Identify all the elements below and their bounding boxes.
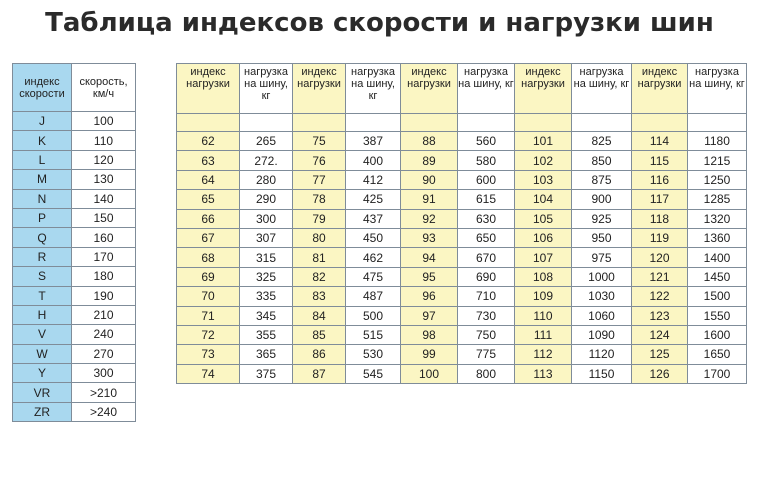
load-kg-cell: 560 xyxy=(458,132,515,151)
table-row xyxy=(13,402,136,421)
speed-index-cell: K xyxy=(13,131,72,150)
table-row xyxy=(13,247,136,266)
load-index-cell: 83 xyxy=(293,287,346,306)
load-index-cell: 76 xyxy=(293,151,346,170)
load-kg-cell: 580 xyxy=(458,151,515,170)
speed-index-header: индекс скорости xyxy=(13,64,72,112)
load-kg-cell: 1150 xyxy=(572,364,632,383)
speed-index-table xyxy=(12,63,136,422)
table-row xyxy=(13,325,136,344)
load-kg-cell: 1090 xyxy=(572,325,632,344)
speed-value-cell: 300 xyxy=(72,364,136,383)
load-index-cell: 74 xyxy=(177,364,240,383)
load-kg-cell: 730 xyxy=(458,306,515,325)
table-row xyxy=(13,170,136,189)
load-kg-cell: 530 xyxy=(346,345,401,364)
speed-value-cell: 160 xyxy=(72,228,136,247)
table-row xyxy=(177,228,747,247)
load-kg-header: нагрузка на шину, кг xyxy=(688,64,747,114)
table-row xyxy=(13,208,136,227)
load-index-cell: 119 xyxy=(632,228,688,247)
load-index-cell: 111 xyxy=(515,325,572,344)
load-index-cell: 67 xyxy=(177,228,240,247)
speed-value-cell: 270 xyxy=(72,344,136,363)
load-index-cell: 115 xyxy=(632,151,688,170)
load-index-cell: 66 xyxy=(177,209,240,228)
load-index-cell: 100 xyxy=(401,364,458,383)
table-row xyxy=(13,305,136,324)
speed-index-cell: T xyxy=(13,286,72,305)
load-kg-header: нагрузка на шину, кг xyxy=(458,64,515,114)
load-kg-cell: 325 xyxy=(240,267,293,286)
load-kg-cell: 265 xyxy=(240,132,293,151)
load-index-cell: 118 xyxy=(632,209,688,228)
load-kg-cell: 345 xyxy=(240,306,293,325)
table-row xyxy=(13,112,136,131)
load-index-cell: 94 xyxy=(401,248,458,267)
speed-value-cell: >210 xyxy=(72,383,136,402)
load-kg-cell: 355 xyxy=(240,325,293,344)
table-row xyxy=(13,131,136,150)
load-kg-cell: 850 xyxy=(572,151,632,170)
load-kg-cell: 1120 xyxy=(572,345,632,364)
load-index-cell: 103 xyxy=(515,170,572,189)
load-index-cell: 75 xyxy=(293,132,346,151)
load-index-header: индекс нагрузки xyxy=(632,64,688,114)
load-kg-cell: 335 xyxy=(240,287,293,306)
load-index-cell: 77 xyxy=(293,170,346,189)
load-kg-cell: 400 xyxy=(346,151,401,170)
table-row xyxy=(177,345,747,364)
load-kg-cell: 462 xyxy=(346,248,401,267)
load-kg-header: нагрузка на шину, кг xyxy=(346,64,401,114)
load-kg-header: нагрузка на шину, кг xyxy=(240,64,293,114)
load-index-header: индекс нагрузки xyxy=(293,64,346,114)
load-kg-cell: 437 xyxy=(346,209,401,228)
speed-value-cell: 170 xyxy=(72,247,136,266)
table-row xyxy=(13,150,136,169)
load-index-cell: 81 xyxy=(293,248,346,267)
load-kg-cell: 300 xyxy=(240,209,293,228)
blank-cell xyxy=(177,114,240,132)
load-index-cell: 125 xyxy=(632,345,688,364)
load-kg-cell: 1650 xyxy=(688,345,747,364)
table-row xyxy=(13,364,136,383)
table-row xyxy=(13,228,136,247)
load-kg-cell: 900 xyxy=(572,190,632,209)
table-row xyxy=(177,325,747,344)
speed-value-header: скорость, км/ч xyxy=(72,64,136,112)
load-kg-cell: 1400 xyxy=(688,248,747,267)
load-index-header: индекс нагрузки xyxy=(177,64,240,114)
load-index-cell: 98 xyxy=(401,325,458,344)
speed-index-cell: H xyxy=(13,305,72,324)
load-index-cell: 99 xyxy=(401,345,458,364)
load-index-cell: 64 xyxy=(177,170,240,189)
load-table-blank-row xyxy=(177,114,747,132)
load-index-cell: 104 xyxy=(515,190,572,209)
speed-value-cell: 180 xyxy=(72,267,136,286)
load-index-cell: 89 xyxy=(401,151,458,170)
load-index-cell: 80 xyxy=(293,228,346,247)
page-title: Таблица индексов скорости и нагрузки шин xyxy=(45,8,714,38)
blank-cell xyxy=(346,114,401,132)
speed-index-cell: ZR xyxy=(13,402,72,421)
load-kg-cell: 315 xyxy=(240,248,293,267)
blank-cell xyxy=(515,114,572,132)
load-index-header: индекс нагрузки xyxy=(401,64,458,114)
speed-value-cell: 240 xyxy=(72,325,136,344)
table-row xyxy=(177,287,747,306)
load-kg-cell: 775 xyxy=(458,345,515,364)
load-index-cell: 62 xyxy=(177,132,240,151)
table-row xyxy=(177,267,747,286)
load-kg-cell: 1320 xyxy=(688,209,747,228)
speed-index-cell: W xyxy=(13,344,72,363)
load-index-cell: 73 xyxy=(177,345,240,364)
blank-cell xyxy=(458,114,515,132)
speed-index-cell: J xyxy=(13,112,72,131)
table-row xyxy=(177,151,747,170)
speed-index-cell: M xyxy=(13,170,72,189)
table-row xyxy=(13,267,136,286)
blank-cell xyxy=(632,114,688,132)
load-index-cell: 108 xyxy=(515,267,572,286)
load-index-cell: 71 xyxy=(177,306,240,325)
load-index-cell: 123 xyxy=(632,306,688,325)
load-kg-cell: 1600 xyxy=(688,325,747,344)
load-index-cell: 101 xyxy=(515,132,572,151)
blank-cell xyxy=(572,114,632,132)
speed-value-cell: 140 xyxy=(72,189,136,208)
speed-index-cell: VR xyxy=(13,383,72,402)
load-kg-cell: 615 xyxy=(458,190,515,209)
load-kg-cell: 800 xyxy=(458,364,515,383)
load-table-header xyxy=(177,64,747,114)
load-kg-cell: 280 xyxy=(240,170,293,189)
load-index-cell: 120 xyxy=(632,248,688,267)
load-kg-header: нагрузка на шину, кг xyxy=(572,64,632,114)
load-index-cell: 87 xyxy=(293,364,346,383)
speed-value-cell: >240 xyxy=(72,402,136,421)
load-kg-cell: 600 xyxy=(458,170,515,189)
load-kg-cell: 950 xyxy=(572,228,632,247)
load-kg-cell: 670 xyxy=(458,248,515,267)
table-row xyxy=(13,344,136,363)
table-row xyxy=(13,189,136,208)
load-kg-cell: 475 xyxy=(346,267,401,286)
load-index-cell: 112 xyxy=(515,345,572,364)
speed-index-cell: N xyxy=(13,189,72,208)
table-row xyxy=(13,383,136,402)
load-index-header: индекс нагрузки xyxy=(515,64,572,114)
load-kg-cell: 690 xyxy=(458,267,515,286)
load-kg-cell: 825 xyxy=(572,132,632,151)
load-index-cell: 78 xyxy=(293,190,346,209)
speed-value-cell: 120 xyxy=(72,150,136,169)
load-kg-cell: 875 xyxy=(572,170,632,189)
load-index-cell: 96 xyxy=(401,287,458,306)
speed-index-cell: Q xyxy=(13,228,72,247)
speed-value-cell: 110 xyxy=(72,131,136,150)
load-index-cell: 124 xyxy=(632,325,688,344)
load-index-cell: 113 xyxy=(515,364,572,383)
load-index-cell: 117 xyxy=(632,190,688,209)
load-kg-cell: 1000 xyxy=(572,267,632,286)
load-kg-cell: 1500 xyxy=(688,287,747,306)
load-kg-cell: 630 xyxy=(458,209,515,228)
load-index-cell: 122 xyxy=(632,287,688,306)
load-index-cell: 70 xyxy=(177,287,240,306)
table-row xyxy=(177,132,747,151)
table-row xyxy=(177,306,747,325)
load-kg-cell: 1360 xyxy=(688,228,747,247)
speed-value-cell: 130 xyxy=(72,170,136,189)
load-index-cell: 121 xyxy=(632,267,688,286)
load-kg-cell: 450 xyxy=(346,228,401,247)
load-index-cell: 82 xyxy=(293,267,346,286)
load-kg-cell: 975 xyxy=(572,248,632,267)
load-kg-cell: 1285 xyxy=(688,190,747,209)
load-kg-cell: 387 xyxy=(346,132,401,151)
speed-index-cell: Y xyxy=(13,364,72,383)
load-index-cell: 92 xyxy=(401,209,458,228)
load-index-cell: 109 xyxy=(515,287,572,306)
load-index-cell: 63 xyxy=(177,151,240,170)
load-index-cell: 69 xyxy=(177,267,240,286)
load-index-cell: 79 xyxy=(293,209,346,228)
load-kg-cell: 272. xyxy=(240,151,293,170)
load-index-cell: 110 xyxy=(515,306,572,325)
blank-cell xyxy=(293,114,346,132)
blank-cell xyxy=(240,114,293,132)
load-index-cell: 114 xyxy=(632,132,688,151)
load-kg-cell: 1060 xyxy=(572,306,632,325)
load-index-cell: 68 xyxy=(177,248,240,267)
speed-index-cell: P xyxy=(13,208,72,227)
load-kg-cell: 515 xyxy=(346,325,401,344)
load-index-cell: 91 xyxy=(401,190,458,209)
load-index-cell: 84 xyxy=(293,306,346,325)
blank-cell xyxy=(688,114,747,132)
load-index-cell: 107 xyxy=(515,248,572,267)
load-kg-cell: 1450 xyxy=(688,267,747,286)
load-kg-cell: 750 xyxy=(458,325,515,344)
load-kg-cell: 425 xyxy=(346,190,401,209)
load-index-cell: 116 xyxy=(632,170,688,189)
table-row xyxy=(177,248,747,267)
load-kg-cell: 412 xyxy=(346,170,401,189)
load-index-cell: 86 xyxy=(293,345,346,364)
blank-cell xyxy=(401,114,458,132)
load-kg-cell: 1250 xyxy=(688,170,747,189)
load-index-cell: 106 xyxy=(515,228,572,247)
speed-value-cell: 100 xyxy=(72,112,136,131)
table-row xyxy=(177,364,747,383)
load-kg-cell: 1550 xyxy=(688,306,747,325)
speed-index-cell: S xyxy=(13,267,72,286)
speed-value-cell: 150 xyxy=(72,208,136,227)
load-kg-cell: 650 xyxy=(458,228,515,247)
speed-value-cell: 210 xyxy=(72,305,136,324)
load-kg-cell: 1700 xyxy=(688,364,747,383)
speed-index-cell: L xyxy=(13,150,72,169)
load-index-cell: 126 xyxy=(632,364,688,383)
load-kg-cell: 365 xyxy=(240,345,293,364)
load-kg-cell: 710 xyxy=(458,287,515,306)
load-index-cell: 102 xyxy=(515,151,572,170)
load-index-cell: 85 xyxy=(293,325,346,344)
speed-index-cell: R xyxy=(13,247,72,266)
load-kg-cell: 1215 xyxy=(688,151,747,170)
load-index-cell: 88 xyxy=(401,132,458,151)
load-index-cell: 90 xyxy=(401,170,458,189)
table-row xyxy=(177,209,747,228)
load-kg-cell: 1030 xyxy=(572,287,632,306)
speed-index-cell: V xyxy=(13,325,72,344)
load-index-cell: 65 xyxy=(177,190,240,209)
table-row xyxy=(177,170,747,189)
load-kg-cell: 545 xyxy=(346,364,401,383)
load-kg-cell: 290 xyxy=(240,190,293,209)
load-kg-cell: 487 xyxy=(346,287,401,306)
load-index-cell: 95 xyxy=(401,267,458,286)
load-index-table xyxy=(176,63,747,384)
speed-table-header xyxy=(13,64,136,112)
load-index-cell: 72 xyxy=(177,325,240,344)
load-index-cell: 97 xyxy=(401,306,458,325)
load-kg-cell: 307 xyxy=(240,228,293,247)
load-index-cell: 93 xyxy=(401,228,458,247)
load-kg-cell: 925 xyxy=(572,209,632,228)
load-kg-cell: 375 xyxy=(240,364,293,383)
load-kg-cell: 1180 xyxy=(688,132,747,151)
table-row xyxy=(177,190,747,209)
speed-value-cell: 190 xyxy=(72,286,136,305)
table-row xyxy=(13,286,136,305)
load-kg-cell: 500 xyxy=(346,306,401,325)
load-index-cell: 105 xyxy=(515,209,572,228)
